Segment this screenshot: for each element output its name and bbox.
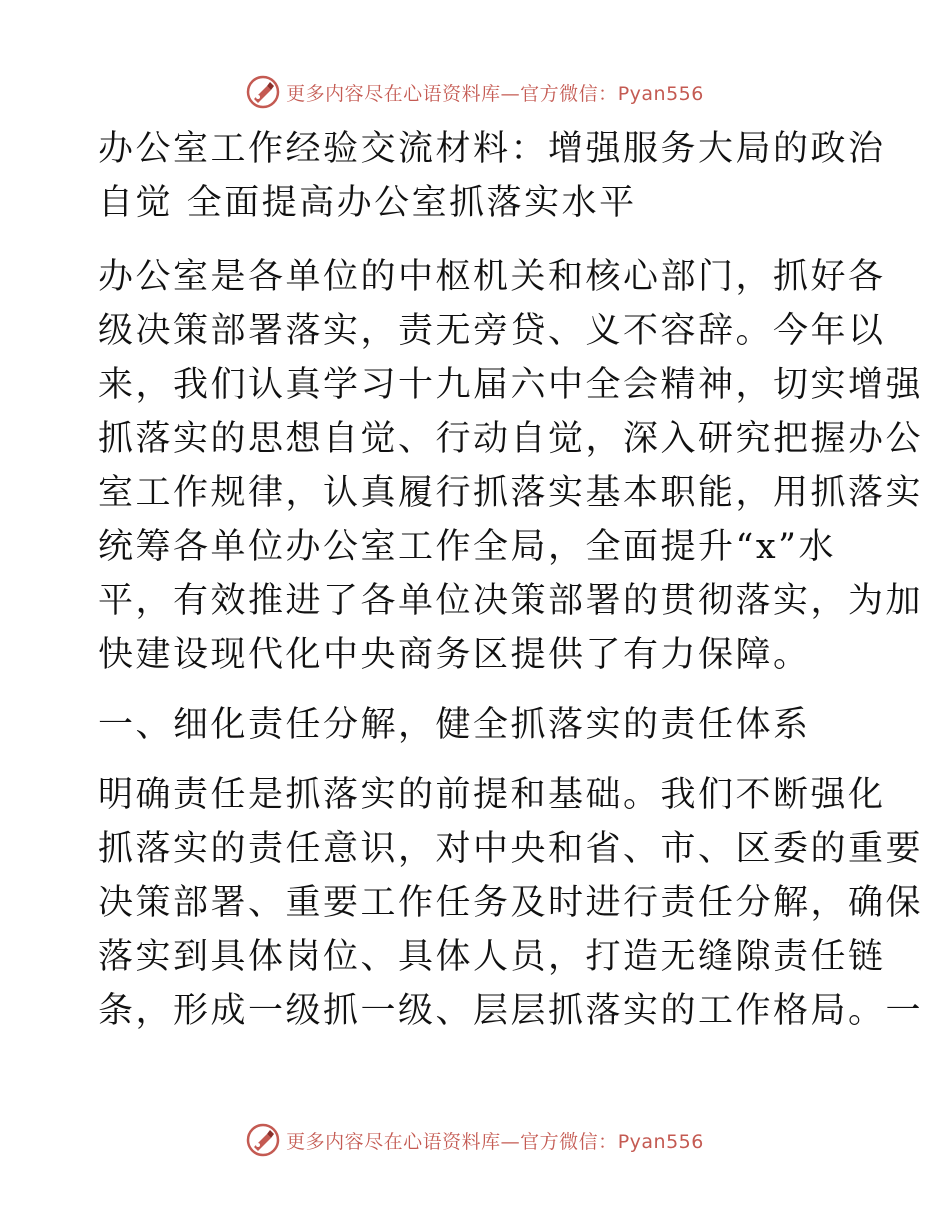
paragraph-line: 决策部署、重要工作任务及时进行责任分解，确保 — [98, 883, 924, 923]
paragraph-intro — [98, 250, 924, 682]
watermark-separator: — — [500, 82, 521, 105]
heading-line: 一、细化责任分解，健全抓落实的责任体系 — [98, 705, 811, 745]
paragraph-line: 明确责任是抓落实的前提和基础。我们不断强化 — [98, 775, 886, 815]
watermark-site: 更多内容尽在心语资料库 — [286, 82, 501, 105]
watermark-separator: — — [500, 1130, 521, 1153]
document-body — [98, 120, 924, 1038]
paragraph-line: 快建设现代化中央商务区提供了有力保障。 — [98, 635, 811, 675]
watermark-text — [286, 79, 704, 106]
footer-watermark — [0, 1118, 950, 1162]
watermark-site: 更多内容尽在心语资料库 — [286, 1130, 501, 1153]
section-heading — [98, 698, 858, 752]
watermark-wechat-label: 官方微信： — [520, 1130, 618, 1153]
header-watermark — [0, 70, 950, 114]
title-line: 自觉 全面提高办公室抓落实水平 — [98, 183, 637, 223]
watermark-wechat-id: Pyan556 — [617, 82, 704, 105]
title-line: 办公室工作经验交流材料：增强服务大局的政治 — [98, 129, 886, 169]
watermark-wechat-label: 官方微信： — [520, 82, 618, 105]
watermark-text — [286, 1127, 704, 1154]
paragraph-line: 室工作规律，认真履行抓落实基本职能，用抓落实 — [98, 473, 924, 513]
paragraph-line: 统筹各单位办公室工作全局，全面提升“x”水 — [98, 527, 837, 567]
paragraph-line: 办公室是各单位的中枢机关和核心部门，抓好各 — [98, 257, 886, 297]
paragraph-line: 抓落实的思想自觉、行动自觉，深入研究把握办公 — [98, 419, 924, 459]
pen-logo-icon — [246, 75, 280, 109]
paragraph-line: 落实到具体岗位、具体人员，打造无缝隙责任链 — [98, 937, 886, 977]
paragraph-section-one — [98, 768, 924, 1038]
pen-logo-icon — [246, 1123, 280, 1157]
paragraph-line: 来，我们认真学习十九届六中全会精神，切实增强 — [98, 365, 924, 405]
paragraph-line: 级决策部署落实，责无旁贷、义不容辞。今年以 — [98, 311, 886, 351]
document-title — [98, 122, 886, 230]
paragraph-line: 条，形成一级抓一级、层层抓落实的工作格局。一 — [98, 991, 924, 1031]
paragraph-line: 抓落实的责任意识，对中央和省、市、区委的重要 — [98, 829, 924, 869]
watermark-wechat-id: Pyan556 — [617, 1130, 704, 1153]
paragraph-line: 平，有效推进了各单位决策部署的贯彻落实，为加 — [98, 581, 924, 621]
